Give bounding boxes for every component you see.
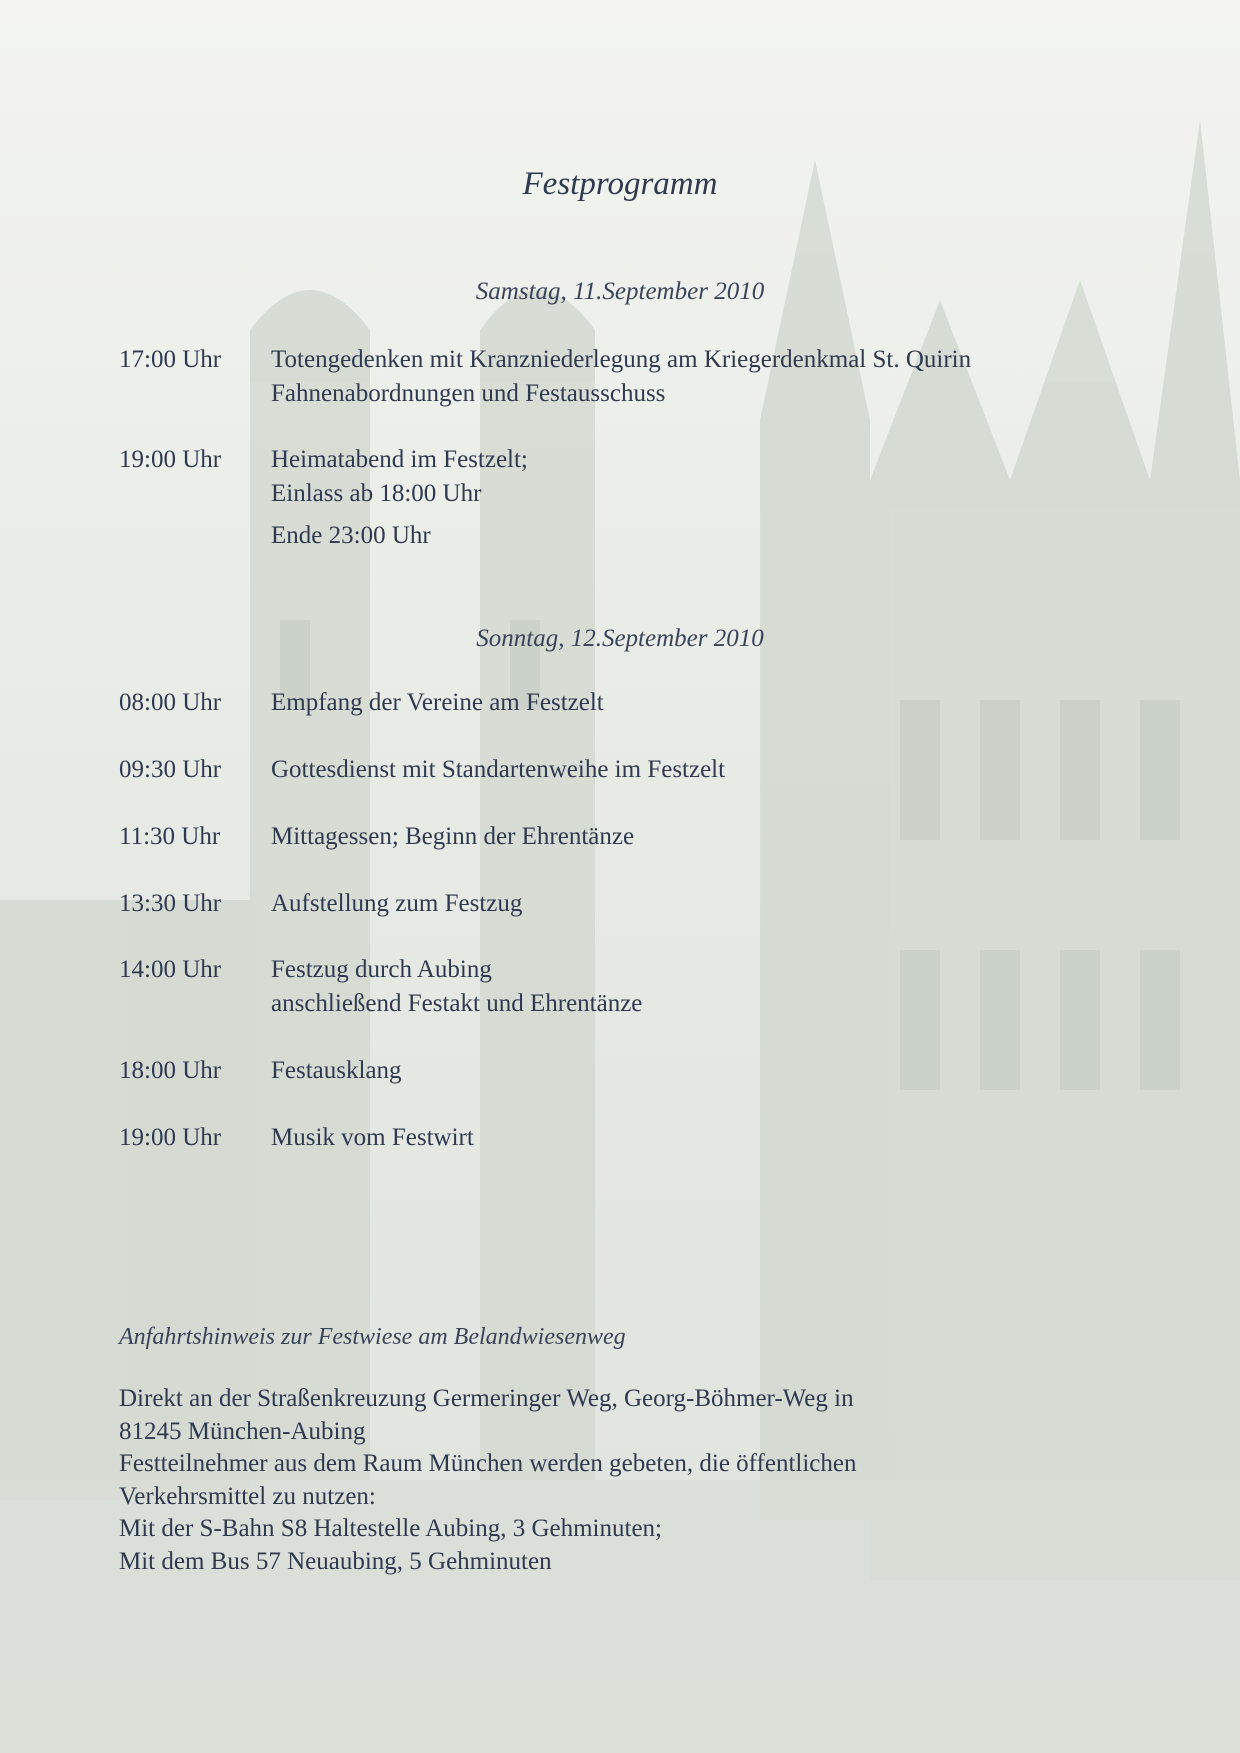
directions-line: Festteilnehmer aus dem Raum München werden gebeten, die öffentlichen bbox=[119, 1450, 857, 1477]
entry-time: 11:30 Uhr bbox=[119, 823, 221, 850]
entry-time: 14:00 Uhr bbox=[119, 956, 222, 983]
entry-description bbox=[271, 443, 1131, 511]
directions-line: Mit der S-Bahn S8 Haltestelle Aubing, 3 Gehminuten; bbox=[119, 1515, 662, 1542]
entry-description bbox=[271, 953, 1131, 1021]
entry-line: Heimatabend im Festzelt; bbox=[271, 446, 528, 473]
entry-time: 18:00 Uhr bbox=[119, 1057, 222, 1084]
entry-description bbox=[271, 820, 1131, 854]
entry-line: Gottesdienst mit Standartenweihe im Festzelt bbox=[271, 756, 726, 783]
directions-heading: Anfahrtshinweis zur Festwiese am Belandwiesenweg bbox=[119, 1324, 626, 1350]
entry-description bbox=[271, 1054, 1131, 1088]
entry-time: 13:30 Uhr bbox=[119, 890, 222, 917]
entry-time: 19:00 Uhr bbox=[119, 446, 222, 473]
entry-time: 09:30 Uhr bbox=[119, 756, 222, 783]
directions-line: 81245 München-Aubing bbox=[119, 1417, 366, 1445]
entry-line: Aufstellung zum Festzug bbox=[271, 890, 523, 917]
entry-description bbox=[271, 753, 1131, 787]
directions-line: Verkehrsmittel zu nutzen: bbox=[119, 1482, 376, 1510]
entry-end-note: Ende 23:00 Uhr bbox=[271, 522, 431, 549]
entry-line: Einlass ab 18:00 Uhr bbox=[271, 480, 482, 507]
entry-time: 17:00 Uhr bbox=[119, 346, 222, 373]
entry-description bbox=[271, 887, 1131, 921]
entry-time: 19:00 Uhr bbox=[119, 1124, 222, 1151]
day-heading-saturday: Samstag, 11.September 2010 bbox=[475, 278, 765, 305]
day-heading-sunday: Sonntag, 12.September 2010 bbox=[476, 625, 764, 652]
entry-time: 08:00 Uhr bbox=[119, 689, 222, 716]
page-title: Festprogramm bbox=[522, 166, 718, 202]
entry-line: Festzug durch Aubing bbox=[271, 956, 492, 983]
entry-description bbox=[271, 343, 1131, 411]
entry-line: anschließend Festakt und Ehrentänze bbox=[271, 990, 643, 1017]
directions-line: Direkt an der Straßenkreuzung Germeringer Weg, Georg-Böhmer-Weg in bbox=[119, 1385, 854, 1412]
entry-description bbox=[271, 1121, 1131, 1155]
entry-line: Empfang der Vereine am Festzelt bbox=[271, 689, 604, 716]
directions-line: Mit dem Bus 57 Neuaubing, 5 Gehminuten bbox=[119, 1547, 552, 1575]
entry-line: Fahnenabordnungen und Festausschuss bbox=[271, 380, 666, 407]
entry-description bbox=[271, 686, 1131, 720]
entry-line: Totengedenken mit Kranzniederlegung am Kriegerdenkmal St. Quirin bbox=[271, 346, 972, 373]
entry-line: Festausklang bbox=[271, 1057, 402, 1084]
entry-line: Mittagessen; Beginn der Ehrentänze bbox=[271, 823, 635, 850]
entry-line: Musik vom Festwirt bbox=[271, 1124, 474, 1151]
directions-text bbox=[119, 1383, 1119, 1578]
